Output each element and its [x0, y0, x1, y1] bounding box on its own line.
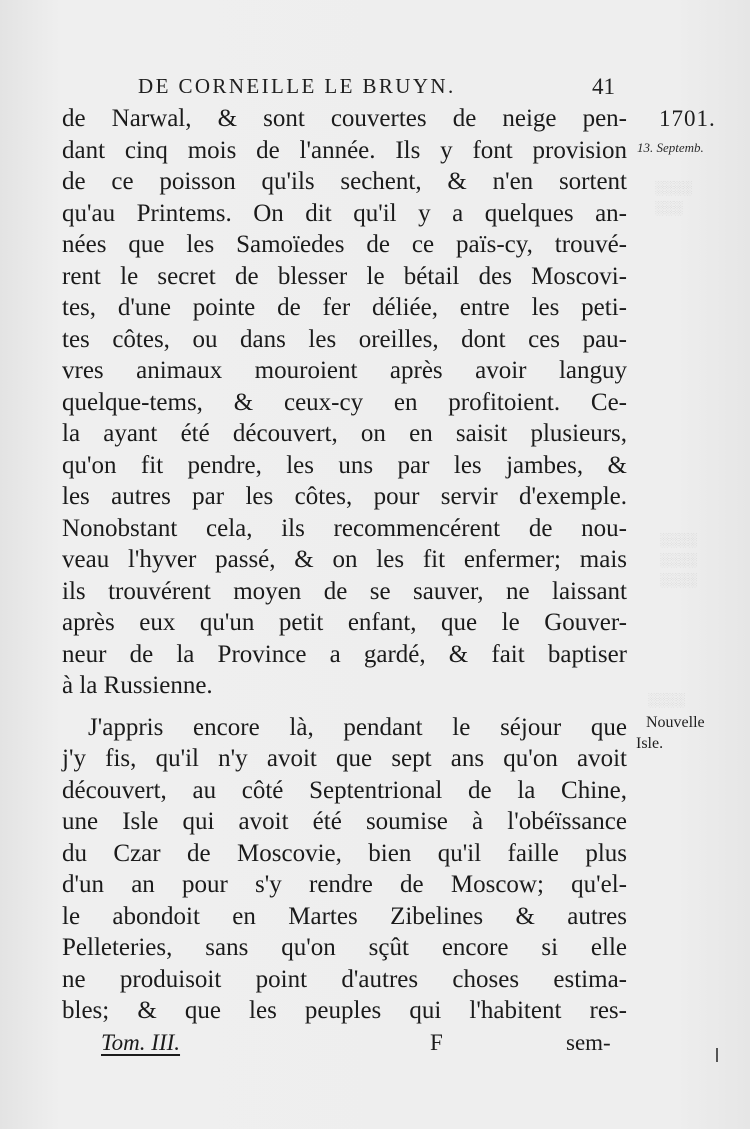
- gathering-mark: F: [430, 1030, 443, 1055]
- text-line: ils trouvérent moyen de se sauver, ne laissant: [62, 577, 627, 605]
- text-line: qu'au Printems. On dit qu'il y a quelques an-: [62, 199, 627, 227]
- show-through-text: ░░░░ ░░░░ ░░░░: [660, 532, 697, 587]
- text-line: J'appris encore là, pendant le séjour que: [88, 713, 627, 741]
- text-line: la ayant été découvert, on en saisit plusieurs,: [62, 420, 627, 447]
- text-line: quelque-tems, & ceux-cy en profitoient. Ce-: [62, 388, 627, 416]
- body-text: [62, 103, 627, 1027]
- text-line: qu'on fit pendre, les uns par les jambes, &: [62, 451, 627, 479]
- text-line: Pelleteries, sans qu'on sçût encore si elle: [62, 934, 627, 961]
- text-line: veau l'hyver passé, & on les fit enfermer; mais: [62, 546, 627, 573]
- text-line: de Narwal, & sont couvertes de neige pen-: [62, 105, 627, 132]
- text-line: le abondoit en Martes Zibelines & autres: [62, 902, 627, 930]
- margin-note-line: Nouvelle: [646, 714, 705, 731]
- text-line: bles; & que les peuples qui l'habitent res-: [62, 997, 627, 1024]
- catchword: sem-: [566, 1030, 611, 1055]
- margin-note: [636, 712, 705, 754]
- show-through-text: ░░░░ ░░░: [655, 180, 692, 215]
- text-line: ne produisoit point d'autres choses estima-: [62, 965, 627, 993]
- show-through-text: ░░░░: [648, 692, 685, 707]
- text-line: à la Russienne.: [62, 672, 213, 699]
- text-line: j'y fis, qu'il n'y avoit que sept ans qu'on avoit: [62, 745, 627, 772]
- page-number: 41: [592, 74, 615, 99]
- text-line: Nonobstant cela, ils recommencérent de nou-: [62, 514, 627, 542]
- text-line: après eux qu'un petit enfant, que le Gouver-: [62, 609, 627, 636]
- text-line: vres animaux mouroient après avoir languy: [62, 357, 627, 384]
- text-line: les autres par les côtes, pour servir d'exemple.: [62, 483, 627, 510]
- volume-signature: Tom. III.: [101, 1030, 181, 1055]
- text-line: une Isle qui avoit été soumise à l'obéïssance: [62, 808, 627, 835]
- margin-year: 1701.: [659, 106, 716, 131]
- text-line: neur de la Province a gardé, & fait baptiser: [62, 640, 627, 668]
- text-line: tes, d'une pointe de fer déliée, entre les peti-: [62, 294, 627, 321]
- paragraph-gap: [62, 702, 627, 712]
- text-line: rent le secret de blesser le bétail des Moscovi-: [62, 262, 627, 290]
- text-line: dant cinq mois de l'année. Ils y font provision: [62, 136, 627, 164]
- text-line: nées que les Samoïedes de ce païs-cy, trouvé-: [62, 231, 627, 258]
- margin-date: 13. Septemb.: [637, 140, 704, 155]
- text-line: découvert, au côté Septentrional de la Chine,: [62, 776, 627, 804]
- margin-note-line: Isle.: [636, 735, 664, 752]
- running-title: DE CORNEILLE LE BRUYN.: [138, 74, 456, 98]
- text-line: de ce poisson qu'ils sechent, & n'en sortent: [62, 168, 627, 195]
- page-speck: [716, 1048, 718, 1062]
- text-line: d'un an pour s'y rendre de Moscow; qu'el-: [62, 871, 627, 898]
- text-line: du Czar de Moscovie, bien qu'il faille plus: [62, 839, 627, 867]
- text-line: tes côtes, ou dans les oreilles, dont ces pau-: [62, 325, 627, 353]
